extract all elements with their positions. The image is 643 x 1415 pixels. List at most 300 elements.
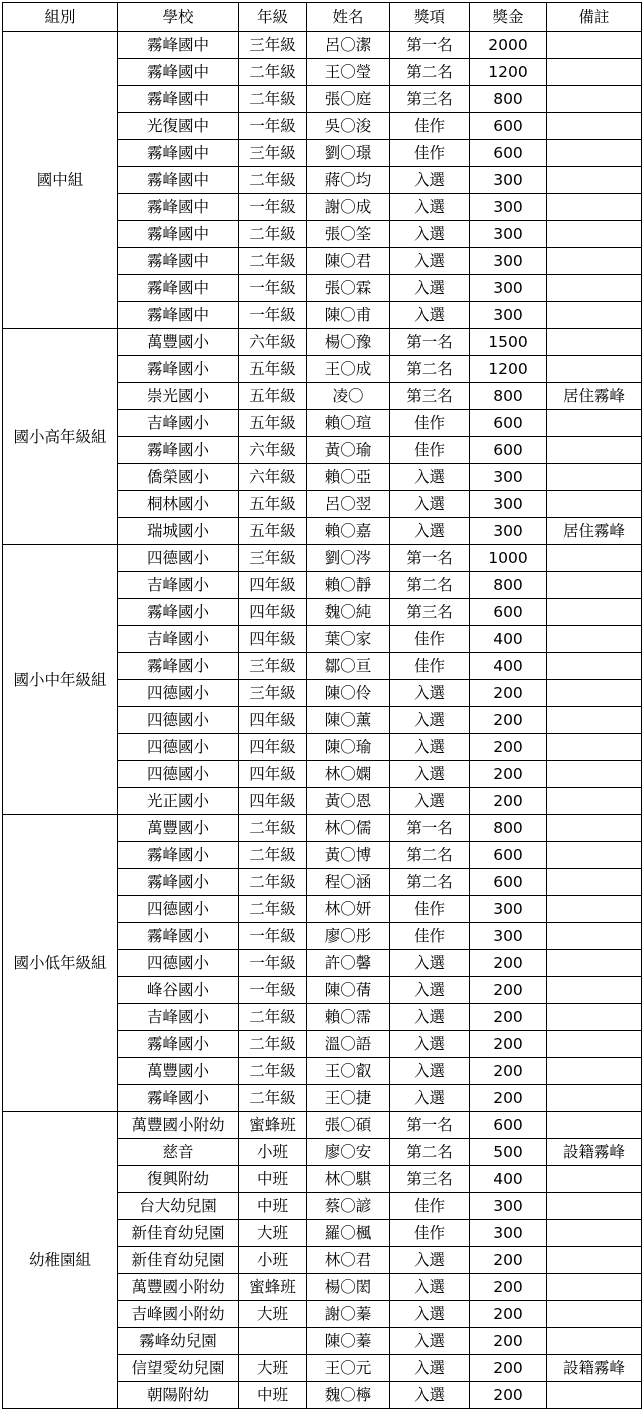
grade-cell: 四年級: [239, 572, 307, 599]
note-cell: 設籍霧峰: [547, 1355, 642, 1382]
prize-cell: 800: [470, 383, 547, 410]
school-cell: 霧峰國中: [118, 221, 239, 248]
name-cell: 王〇捷: [307, 1085, 390, 1112]
award-cell: 第二名: [390, 1139, 470, 1166]
prize-cell: 600: [470, 842, 547, 869]
prize-cell: 200: [470, 788, 547, 815]
name-cell: 林〇妍: [307, 896, 390, 923]
award-cell: 入選: [390, 167, 470, 194]
grade-cell: 四年級: [239, 626, 307, 653]
school-cell: 霧峰國中: [118, 194, 239, 221]
award-cell: 第二名: [390, 59, 470, 86]
school-cell: 朝陽附幼: [118, 1382, 239, 1409]
award-cell: 入選: [390, 491, 470, 518]
note-cell: [547, 896, 642, 923]
grade-cell: 大班: [239, 1220, 307, 1247]
name-cell: 張〇碩: [307, 1112, 390, 1139]
name-cell: 廖〇彤: [307, 923, 390, 950]
school-cell: 桐林國小: [118, 491, 239, 518]
note-cell: [547, 1382, 642, 1409]
grade-cell: 一年級: [239, 302, 307, 329]
award-cell: 第三名: [390, 1166, 470, 1193]
name-cell: 楊〇豫: [307, 329, 390, 356]
grade-cell: 二年級: [239, 1031, 307, 1058]
school-cell: 吉峰國小: [118, 410, 239, 437]
header-note: 備註: [547, 3, 642, 32]
award-cell: 入選: [390, 464, 470, 491]
note-cell: [547, 32, 642, 59]
grade-cell: 三年級: [239, 653, 307, 680]
note-cell: [547, 410, 642, 437]
prize-cell: 500: [470, 1139, 547, 1166]
school-cell: 霧峰國中: [118, 302, 239, 329]
award-cell: 入選: [390, 977, 470, 1004]
note-cell: [547, 1193, 642, 1220]
group-cell: 國小高年級組: [3, 329, 118, 545]
note-cell: [547, 923, 642, 950]
grade-cell: 一年級: [239, 194, 307, 221]
award-cell: 入選: [390, 1031, 470, 1058]
award-cell: 入選: [390, 221, 470, 248]
name-cell: 林〇君: [307, 1247, 390, 1274]
award-cell: 入選: [390, 1382, 470, 1409]
name-cell: 陳〇甫: [307, 302, 390, 329]
name-cell: 王〇叡: [307, 1058, 390, 1085]
school-cell: 信望愛幼兒園: [118, 1355, 239, 1382]
grade-cell: 六年級: [239, 437, 307, 464]
name-cell: 陳〇瑜: [307, 734, 390, 761]
school-cell: 萬豐國小附幼: [118, 1112, 239, 1139]
table-row: [3, 1112, 642, 1139]
prize-cell: 200: [470, 734, 547, 761]
grade-cell: 一年級: [239, 113, 307, 140]
grade-cell: 三年級: [239, 32, 307, 59]
award-cell: 佳作: [390, 1220, 470, 1247]
grade-cell: 四年級: [239, 761, 307, 788]
grade-cell: 中班: [239, 1193, 307, 1220]
school-cell: 萬豐國小: [118, 329, 239, 356]
award-cell: 入選: [390, 680, 470, 707]
grade-cell: 二年級: [239, 1058, 307, 1085]
header-prize: 獎金: [470, 3, 547, 32]
name-cell: 王〇成: [307, 356, 390, 383]
note-cell: [547, 86, 642, 113]
name-cell: 陳〇薰: [307, 707, 390, 734]
group-cell: 國中組: [3, 32, 118, 329]
award-cell: 入選: [390, 248, 470, 275]
grade-cell: 二年級: [239, 1085, 307, 1112]
name-cell: 陳〇蒨: [307, 977, 390, 1004]
prize-cell: 200: [470, 1355, 547, 1382]
award-cell: 入選: [390, 734, 470, 761]
award-cell: 佳作: [390, 1193, 470, 1220]
name-cell: 賴〇瑄: [307, 410, 390, 437]
prize-cell: 600: [470, 869, 547, 896]
award-cell: 入選: [390, 275, 470, 302]
prize-cell: 200: [470, 1301, 547, 1328]
award-cell: 第二名: [390, 356, 470, 383]
note-cell: [547, 59, 642, 86]
prize-cell: 200: [470, 1247, 547, 1274]
name-cell: 王〇瑩: [307, 59, 390, 86]
name-cell: 謝〇蓁: [307, 1301, 390, 1328]
grade-cell: 五年級: [239, 491, 307, 518]
school-cell: 光復國中: [118, 113, 239, 140]
note-cell: [547, 275, 642, 302]
prize-cell: 300: [470, 302, 547, 329]
prize-cell: 600: [470, 437, 547, 464]
name-cell: 張〇庭: [307, 86, 390, 113]
prize-cell: 300: [470, 1193, 547, 1220]
grade-cell: 四年級: [239, 599, 307, 626]
note-cell: [547, 869, 642, 896]
award-cell: 佳作: [390, 437, 470, 464]
note-cell: [547, 1328, 642, 1355]
note-cell: [547, 1058, 642, 1085]
award-cell: 入選: [390, 1274, 470, 1301]
name-cell: 賴〇靜: [307, 572, 390, 599]
name-cell: 楊〇閎: [307, 1274, 390, 1301]
prize-cell: 200: [470, 977, 547, 1004]
note-cell: [547, 599, 642, 626]
name-cell: 陳〇君: [307, 248, 390, 275]
grade-cell: 二年級: [239, 86, 307, 113]
note-cell: 居住霧峰: [547, 383, 642, 410]
name-cell: 鄒〇亘: [307, 653, 390, 680]
grade-cell: 蜜蜂班: [239, 1112, 307, 1139]
name-cell: 葉〇家: [307, 626, 390, 653]
school-cell: 新佳育幼兒園: [118, 1247, 239, 1274]
name-cell: 陳〇伶: [307, 680, 390, 707]
prize-cell: 300: [470, 518, 547, 545]
prize-cell: 200: [470, 1382, 547, 1409]
school-cell: 霧峰國中: [118, 59, 239, 86]
school-cell: 慈音: [118, 1139, 239, 1166]
school-cell: 峰谷國小: [118, 977, 239, 1004]
note-cell: [547, 1166, 642, 1193]
prize-cell: 300: [470, 194, 547, 221]
award-cell: 入選: [390, 518, 470, 545]
prize-cell: 800: [470, 815, 547, 842]
prize-cell: 600: [470, 1112, 547, 1139]
note-cell: [547, 491, 642, 518]
name-cell: 廖〇安: [307, 1139, 390, 1166]
award-cell: 入選: [390, 194, 470, 221]
award-cell: 入選: [390, 1085, 470, 1112]
school-cell: 萬豐國小附幼: [118, 1274, 239, 1301]
group-cell: 幼稚園組: [3, 1112, 118, 1409]
grade-cell: 大班: [239, 1301, 307, 1328]
school-cell: 四德國小: [118, 896, 239, 923]
grade-cell: 三年級: [239, 140, 307, 167]
school-cell: 崇光國小: [118, 383, 239, 410]
header-grade: 年級: [239, 3, 307, 32]
grade-cell: 二年級: [239, 815, 307, 842]
prize-cell: 400: [470, 626, 547, 653]
award-cell: 第二名: [390, 842, 470, 869]
school-cell: 霧峰國小: [118, 1085, 239, 1112]
grade-cell: 二年級: [239, 221, 307, 248]
award-cell: 入選: [390, 950, 470, 977]
school-cell: 霧峰國中: [118, 248, 239, 275]
name-cell: 凌〇: [307, 383, 390, 410]
note-cell: [547, 734, 642, 761]
school-cell: 吉峰國小: [118, 572, 239, 599]
prize-cell: 600: [470, 410, 547, 437]
note-cell: [547, 626, 642, 653]
school-cell: 新佳育幼兒園: [118, 1220, 239, 1247]
note-cell: [547, 1301, 642, 1328]
name-cell: 林〇騏: [307, 1166, 390, 1193]
note-cell: [547, 248, 642, 275]
note-cell: [547, 167, 642, 194]
award-cell: 佳作: [390, 626, 470, 653]
award-cell: 第一名: [390, 545, 470, 572]
school-cell: 霧峰國小: [118, 1031, 239, 1058]
prize-cell: 600: [470, 599, 547, 626]
school-cell: 霧峰幼兒園: [118, 1328, 239, 1355]
award-cell: 佳作: [390, 410, 470, 437]
note-cell: [547, 302, 642, 329]
school-cell: 四德國小: [118, 761, 239, 788]
name-cell: 林〇嫻: [307, 761, 390, 788]
name-cell: 張〇霖: [307, 275, 390, 302]
school-cell: 萬豐國小: [118, 815, 239, 842]
name-cell: 賴〇霈: [307, 1004, 390, 1031]
name-cell: 溫〇語: [307, 1031, 390, 1058]
prize-cell: 200: [470, 1328, 547, 1355]
grade-cell: 四年級: [239, 707, 307, 734]
prize-cell: 300: [470, 1220, 547, 1247]
grade-cell: 一年級: [239, 275, 307, 302]
award-cell: 第一名: [390, 329, 470, 356]
table-row: [3, 32, 642, 59]
note-cell: [547, 761, 642, 788]
name-cell: 呂〇潔: [307, 32, 390, 59]
grade-cell: 二年級: [239, 869, 307, 896]
school-cell: 吉峰國小附幼: [118, 1301, 239, 1328]
prize-cell: 200: [470, 1058, 547, 1085]
prize-cell: 2000: [470, 32, 547, 59]
award-cell: 第三名: [390, 86, 470, 113]
school-cell: 復興附幼: [118, 1166, 239, 1193]
award-cell: 第三名: [390, 599, 470, 626]
note-cell: [547, 194, 642, 221]
awards-table: [2, 2, 642, 1409]
grade-cell: 一年級: [239, 923, 307, 950]
school-cell: 霧峰國小: [118, 437, 239, 464]
prize-cell: 300: [470, 923, 547, 950]
award-cell: 第一名: [390, 32, 470, 59]
prize-cell: 200: [470, 1031, 547, 1058]
prize-cell: 800: [470, 86, 547, 113]
name-cell: 黃〇博: [307, 842, 390, 869]
note-cell: [547, 1247, 642, 1274]
table-row: [3, 545, 642, 572]
grade-cell: 蜜蜂班: [239, 1274, 307, 1301]
note-cell: [547, 1085, 642, 1112]
school-cell: 霧峰國中: [118, 32, 239, 59]
grade-cell: 五年級: [239, 518, 307, 545]
school-cell: 霧峰國中: [118, 140, 239, 167]
award-cell: 佳作: [390, 896, 470, 923]
note-cell: 設籍霧峰: [547, 1139, 642, 1166]
note-cell: [547, 1112, 642, 1139]
grade-cell: 二年級: [239, 896, 307, 923]
name-cell: 王〇元: [307, 1355, 390, 1382]
school-cell: 四德國小: [118, 734, 239, 761]
school-cell: 霧峰國中: [118, 167, 239, 194]
prize-cell: 600: [470, 113, 547, 140]
award-cell: 第二名: [390, 572, 470, 599]
grade-cell: 五年級: [239, 410, 307, 437]
award-cell: 第一名: [390, 1112, 470, 1139]
note-cell: [547, 1274, 642, 1301]
name-cell: 程〇涵: [307, 869, 390, 896]
group-cell: 國小低年級組: [3, 815, 118, 1112]
grade-cell: 二年級: [239, 842, 307, 869]
name-cell: 蔣〇均: [307, 167, 390, 194]
note-cell: [547, 221, 642, 248]
award-cell: 佳作: [390, 140, 470, 167]
note-cell: [547, 329, 642, 356]
grade-cell: 二年級: [239, 59, 307, 86]
prize-cell: 300: [470, 275, 547, 302]
name-cell: 賴〇亞: [307, 464, 390, 491]
grade-cell: 大班: [239, 1355, 307, 1382]
note-cell: [547, 464, 642, 491]
prize-cell: 1500: [470, 329, 547, 356]
school-cell: 霧峰國小: [118, 869, 239, 896]
grade-cell: 三年級: [239, 545, 307, 572]
prize-cell: 400: [470, 1166, 547, 1193]
school-cell: 四德國小: [118, 545, 239, 572]
school-cell: 光正國小: [118, 788, 239, 815]
award-cell: 第二名: [390, 869, 470, 896]
school-cell: 四德國小: [118, 680, 239, 707]
name-cell: 許〇馨: [307, 950, 390, 977]
header-group: 組別: [3, 3, 118, 32]
name-cell: 吳〇浚: [307, 113, 390, 140]
school-cell: 僑榮國小: [118, 464, 239, 491]
prize-cell: 1200: [470, 356, 547, 383]
grade-cell: 小班: [239, 1139, 307, 1166]
school-cell: 霧峰國小: [118, 653, 239, 680]
prize-cell: 800: [470, 572, 547, 599]
school-cell: 萬豐國小: [118, 1058, 239, 1085]
prize-cell: 1000: [470, 545, 547, 572]
award-cell: 入選: [390, 1058, 470, 1085]
name-cell: 羅〇楓: [307, 1220, 390, 1247]
note-cell: [547, 788, 642, 815]
award-cell: 入選: [390, 1247, 470, 1274]
note-cell: [547, 815, 642, 842]
note-cell: [547, 1220, 642, 1247]
award-cell: 入選: [390, 1355, 470, 1382]
name-cell: 劉〇涔: [307, 545, 390, 572]
prize-cell: 300: [470, 248, 547, 275]
name-cell: 謝〇成: [307, 194, 390, 221]
school-cell: 吉峰國小: [118, 626, 239, 653]
note-cell: [547, 1031, 642, 1058]
prize-cell: 200: [470, 950, 547, 977]
grade-cell: 六年級: [239, 329, 307, 356]
note-cell: [547, 1004, 642, 1031]
school-cell: 台大幼兒園: [118, 1193, 239, 1220]
name-cell: 黃〇瑜: [307, 437, 390, 464]
grade-cell: 一年級: [239, 977, 307, 1004]
school-cell: 四德國小: [118, 950, 239, 977]
name-cell: 黃〇恩: [307, 788, 390, 815]
award-cell: 入選: [390, 761, 470, 788]
name-cell: 呂〇翌: [307, 491, 390, 518]
note-cell: [547, 680, 642, 707]
name-cell: 賴〇嘉: [307, 518, 390, 545]
note-cell: 居住霧峰: [547, 518, 642, 545]
note-cell: [547, 545, 642, 572]
prize-cell: 600: [470, 140, 547, 167]
award-cell: 佳作: [390, 923, 470, 950]
prize-cell: 200: [470, 761, 547, 788]
award-cell: 入選: [390, 707, 470, 734]
note-cell: [547, 437, 642, 464]
prize-cell: 400: [470, 653, 547, 680]
table-body: [3, 32, 642, 1409]
grade-cell: 五年級: [239, 383, 307, 410]
school-cell: 霧峰國小: [118, 923, 239, 950]
name-cell: 陳〇蓁: [307, 1328, 390, 1355]
header-school: 學校: [118, 3, 239, 32]
note-cell: [547, 356, 642, 383]
group-cell: 國小中年級組: [3, 545, 118, 815]
grade-cell: 二年級: [239, 167, 307, 194]
name-cell: 魏〇檸: [307, 1382, 390, 1409]
note-cell: [547, 572, 642, 599]
grade-cell: 一年級: [239, 950, 307, 977]
award-cell: 佳作: [390, 113, 470, 140]
table-row: [3, 329, 642, 356]
name-cell: 劉〇璟: [307, 140, 390, 167]
header-row: [3, 3, 642, 32]
grade-cell: 小班: [239, 1247, 307, 1274]
grade-cell: 四年級: [239, 734, 307, 761]
grade-cell: 六年級: [239, 464, 307, 491]
prize-cell: 200: [470, 1004, 547, 1031]
school-cell: 吉峰國小: [118, 1004, 239, 1031]
school-cell: 霧峰國小: [118, 599, 239, 626]
prize-cell: 1200: [470, 59, 547, 86]
name-cell: 張〇筌: [307, 221, 390, 248]
award-cell: 入選: [390, 1004, 470, 1031]
note-cell: [547, 977, 642, 1004]
name-cell: 蔡〇諺: [307, 1193, 390, 1220]
note-cell: [547, 140, 642, 167]
table-row: [3, 815, 642, 842]
award-cell: 入選: [390, 1301, 470, 1328]
award-cell: 第三名: [390, 383, 470, 410]
note-cell: [547, 842, 642, 869]
prize-cell: 200: [470, 1085, 547, 1112]
prize-cell: 300: [470, 167, 547, 194]
school-cell: 霧峰國中: [118, 86, 239, 113]
grade-cell: 二年級: [239, 248, 307, 275]
school-cell: 瑞城國小: [118, 518, 239, 545]
school-cell: 霧峰國中: [118, 275, 239, 302]
grade-cell: 三年級: [239, 680, 307, 707]
prize-cell: 300: [470, 896, 547, 923]
note-cell: [547, 950, 642, 977]
prize-cell: 200: [470, 680, 547, 707]
